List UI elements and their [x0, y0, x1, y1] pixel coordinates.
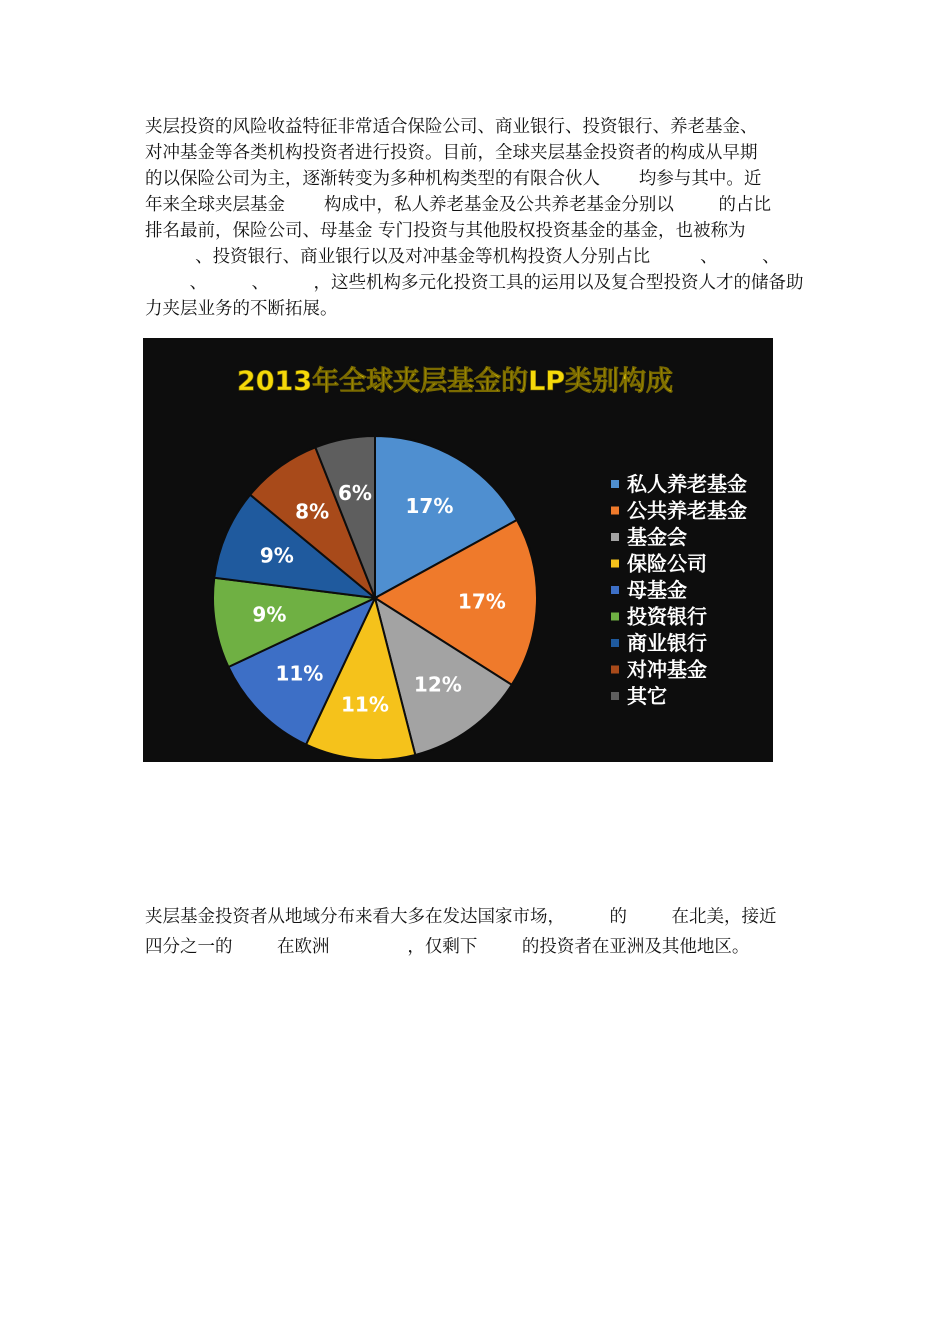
- paragraph-geographic-distribution: [145, 902, 810, 962]
- text-line: 四分之一的 在欧洲 ，仅剩下 的投资者在亚洲及其他地区。: [145, 937, 750, 957]
- text-line: 排名最前，保险公司、母基金 专门投资与其他股权投资基金的基金，也被称为: [145, 221, 746, 241]
- legend-label: 商业银行: [627, 631, 707, 655]
- legend-swatch: [611, 560, 619, 568]
- text-line: 年来全球夹层基金 构成中，私人养老基金及公共养老基金分别以 的占比: [145, 195, 771, 215]
- legend-swatch: [611, 533, 619, 541]
- text-line: 、 、 ，这些机构多元化投资工具的运用以及复合型投资人才的储备助: [145, 273, 804, 293]
- slice-percent-label: 9%: [259, 543, 294, 568]
- legend-swatch: [611, 613, 619, 621]
- legend-swatch: [611, 507, 619, 515]
- text-line: 的以保险公司为主，逐渐转变为多种机构类型的有限合伙人 均参与其中。近: [145, 169, 762, 189]
- legend-swatch: [611, 666, 619, 674]
- legend-label: 母基金: [627, 578, 687, 602]
- slice-percent-label: 17%: [457, 589, 506, 614]
- legend-label: 基金会: [627, 525, 687, 549]
- slice-percent-label: 11%: [275, 661, 324, 686]
- legend-swatch: [611, 586, 619, 594]
- slice-percent-label: 9%: [252, 602, 287, 627]
- text-line: 夹层基金投资者从地域分布来看大多在发达国家市场， 的 在北美，接近: [145, 907, 777, 927]
- legend-swatch: [611, 639, 619, 647]
- chart-title: 2013年全球夹层基金的LP类别构成: [236, 366, 674, 397]
- legend-label: 公共养老基金: [627, 498, 747, 523]
- legend-swatch: [611, 480, 619, 488]
- legend-label: 其它: [627, 684, 667, 708]
- chart-legend: [611, 472, 747, 708]
- text-line: 力夹层业务的不断拓展。: [145, 299, 338, 319]
- legend-label: 保险公司: [627, 551, 707, 576]
- legend-label: 投资银行: [627, 604, 707, 629]
- text-line: 、投资银行、商业银行以及对冲基金等机构投资人分别占比 、 、: [145, 247, 780, 267]
- paragraph-lp-composition: [145, 114, 810, 322]
- pie-chart: [143, 338, 773, 762]
- slice-percent-label: 17%: [405, 493, 454, 518]
- lp-composition-figure: [143, 338, 773, 762]
- text-line: 夹层投资的风险收益特征非常适合保险公司、商业银行、投资银行、养老基金、: [145, 117, 758, 137]
- slice-percent-label: 12%: [413, 672, 462, 697]
- text-line: 对冲基金等各类机构投资者进行投资。目前，全球夹层基金投资者的构成从早期: [145, 143, 758, 163]
- slice-percent-label: 8%: [295, 499, 330, 524]
- slice-percent-label: 11%: [341, 692, 389, 717]
- slice-percent-label: 6%: [337, 480, 372, 505]
- legend-label: 私人养老基金: [627, 472, 747, 496]
- legend-swatch: [611, 692, 619, 700]
- legend-label: 对冲基金: [627, 657, 707, 682]
